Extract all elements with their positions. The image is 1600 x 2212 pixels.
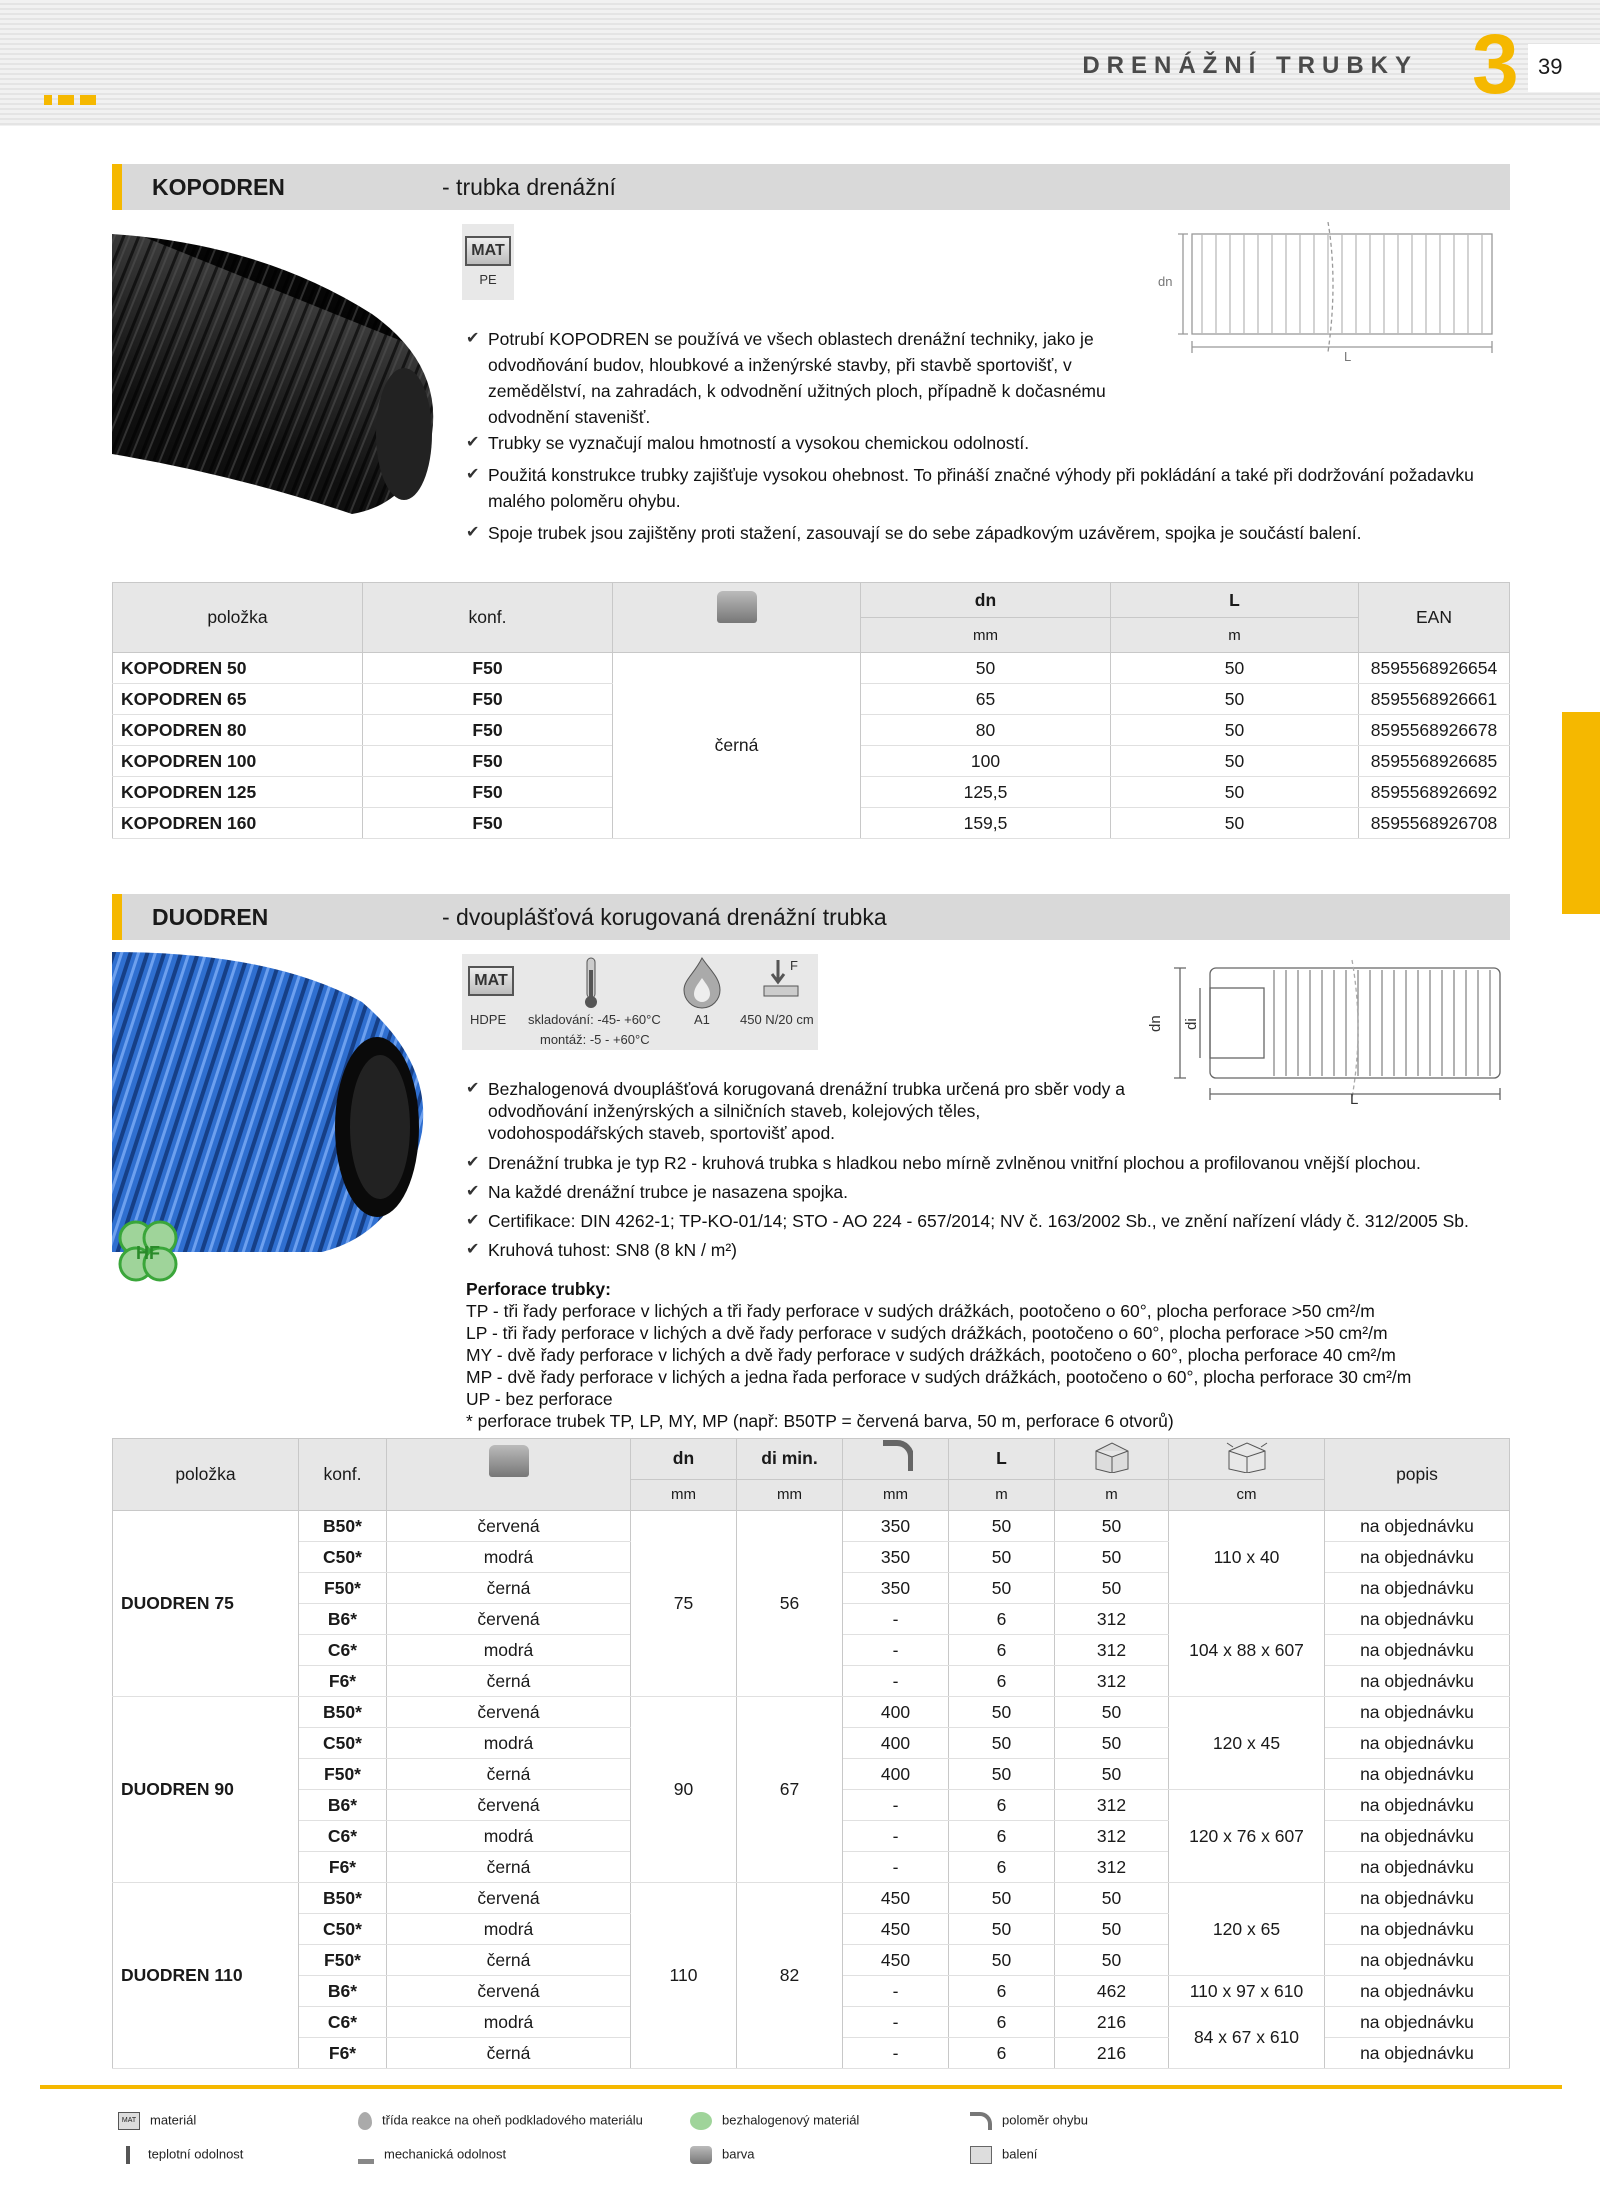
- row-color: červená: [387, 1604, 631, 1635]
- kopodren-mat-icon-box: [462, 224, 514, 300]
- table-row: [113, 1697, 1510, 1728]
- row-dn: 50: [861, 653, 1111, 684]
- perforation-block: [466, 1278, 1411, 1432]
- row-l: 50: [949, 1511, 1055, 1542]
- row-color: černá: [387, 1573, 631, 1604]
- row-pack: 50: [1055, 1759, 1169, 1790]
- header-decoration: [44, 92, 102, 110]
- row-color: černá: [387, 1852, 631, 1883]
- row-pack: 462: [1055, 1976, 1169, 2007]
- row-radius: -: [843, 1852, 949, 1883]
- row-l: 50: [949, 1728, 1055, 1759]
- duodren-subtitle: - dvouplášťová korugovaná drenážní trubka: [442, 904, 887, 930]
- legend-label: poloměr ohybu: [1002, 2112, 1088, 2128]
- row-pack: 312: [1055, 1635, 1169, 1666]
- row-color: černá: [387, 1945, 631, 1976]
- footer-line: [40, 2085, 1562, 2089]
- duodren-dim-l: L: [1350, 1091, 1359, 1108]
- perforation-line: MP - dvě řady perforace v lichých a jedna řada perforace v sudých drážkách, pootočeno o 60°, plocha perforace 30 cm²/m: [466, 1367, 1412, 1387]
- hf-label: HF: [136, 1243, 160, 1263]
- row-color: modrá: [387, 1635, 631, 1666]
- row-dn: 75: [631, 1511, 737, 1697]
- col-ean: EAN: [1359, 583, 1510, 653]
- row-l: 50: [949, 1697, 1055, 1728]
- col-dn: dn: [861, 583, 1111, 618]
- color-icon: [690, 2146, 712, 2164]
- row-l: 50: [949, 1759, 1055, 1790]
- row-ean: 8595568926661: [1359, 684, 1510, 715]
- duodren-bullet-2: ✔ Drenážní trubka je typ R2 - kruhová trubka s hladkou nebo mírně zvlněnou vnitřní plochou a profilovanou vnější plochou.: [466, 1150, 1526, 1176]
- row-box: 110 x 40: [1169, 1511, 1325, 1604]
- row-l: 50: [949, 1542, 1055, 1573]
- row-box: 120 x 65: [1169, 1883, 1325, 1976]
- force-icon: [758, 956, 804, 1006]
- row-radius: -: [843, 1635, 949, 1666]
- duodren-title: DUODREN: [152, 904, 269, 930]
- row-radius: -: [843, 1821, 949, 1852]
- row-popis: na objednávku: [1325, 1542, 1510, 1573]
- row-color: černá: [387, 1759, 631, 1790]
- kopodren-section-bar: [112, 164, 1510, 210]
- duodren-pipe-image: [112, 952, 432, 1252]
- row-conf: F6*: [299, 2038, 387, 2069]
- row-ean: 8595568926654: [1359, 653, 1510, 684]
- row-popis: na objednávku: [1325, 2038, 1510, 2069]
- perforation-line: LP - tři řady perforace v lichých a dvě řady perforace v sudých drážkách, pootočeno o 60°, plocha perforace >50 cm²/m: [466, 1323, 1388, 1343]
- row-popis: na objednávku: [1325, 1728, 1510, 1759]
- row-conf: F50*: [299, 1945, 387, 1976]
- legend-label: bezhalogenový materiál: [722, 2112, 860, 2128]
- row-item: KOPODREN 80: [113, 715, 363, 746]
- legend-label: barva: [722, 2146, 755, 2162]
- unit-di: mm: [737, 1479, 843, 1510]
- duodren-bullets: [466, 1078, 1526, 1263]
- row-dn: 65: [861, 684, 1111, 715]
- row-conf: B50*: [299, 1511, 387, 1542]
- row-item: DUODREN 75: [113, 1511, 299, 1697]
- kopodren-title: KOPODREN: [152, 174, 285, 200]
- row-l: 6: [949, 1976, 1055, 2007]
- row-box: 120 x 76 x 607: [1169, 1790, 1325, 1883]
- row-radius: 350: [843, 1573, 949, 1604]
- legend-label: mechanická odolnost: [384, 2146, 507, 2162]
- kopodren-mat-value: PE: [479, 272, 497, 287]
- row-ean: 8595568926692: [1359, 777, 1510, 808]
- row-conf: C6*: [299, 1821, 387, 1852]
- duodren-bullet-3: ✔ Na každé drenážní trubce je nasazena spojka.: [466, 1179, 1526, 1205]
- row-di: 82: [737, 1883, 843, 2069]
- row-radius: 450: [843, 1883, 949, 1914]
- kopodren-pipe-image: [112, 224, 452, 524]
- row-ean: 8595568926678: [1359, 715, 1510, 746]
- legend-item-material: [118, 2112, 196, 2130]
- row-item: KOPODREN 65: [113, 684, 363, 715]
- row-popis: na objednávku: [1325, 1697, 1510, 1728]
- perforation-line: UP - bez perforace: [466, 1389, 613, 1409]
- legend-item-radius: [970, 2112, 1088, 2130]
- duodren-section-bar: [112, 894, 1510, 940]
- chapter-title: DRENÁŽNÍ TRUBKY: [1082, 52, 1418, 79]
- row-pack: 312: [1055, 1604, 1169, 1635]
- legend: [0, 2112, 1600, 2172]
- duodren-temp-storage: skladování: -45- +60°C: [528, 1012, 661, 1027]
- row-box: 84 x 67 x 610: [1169, 2007, 1325, 2069]
- duodren-dim-dn: dn: [1147, 1015, 1164, 1032]
- duodren-table-body: [113, 1511, 1510, 2069]
- row-color: modrá: [387, 1728, 631, 1759]
- row-pack: 216: [1055, 2038, 1169, 2069]
- row-l: 50: [1111, 777, 1359, 808]
- package-icon: [1092, 1439, 1132, 1473]
- row-item: DUODREN 110: [113, 1883, 299, 2069]
- box-icon: [1225, 1439, 1269, 1473]
- row-color: modrá: [387, 1542, 631, 1573]
- row-l: 50: [949, 1883, 1055, 1914]
- row-popis: na objednávku: [1325, 1945, 1510, 1976]
- hf-halogen-free-icon: [690, 2112, 712, 2130]
- col-l: L: [1111, 583, 1359, 618]
- row-l: 6: [949, 1790, 1055, 1821]
- row-dn: 100: [861, 746, 1111, 777]
- row-radius: 400: [843, 1697, 949, 1728]
- row-popis: na objednávku: [1325, 1976, 1510, 2007]
- row-pack: 50: [1055, 1511, 1169, 1542]
- row-pack: 50: [1055, 1697, 1169, 1728]
- row-popis: na objednávku: [1325, 1759, 1510, 1790]
- row-item: KOPODREN 100: [113, 746, 363, 777]
- row-popis: na objednávku: [1325, 1883, 1510, 1914]
- row-conf: F50: [363, 808, 613, 839]
- kopodren-bullet-4: ✔ Spoje trubek jsou zajištěny proti stažení, zasouvají se do sebe západkovým uzávěrem, spojka je součástí balení.: [466, 520, 1516, 546]
- duodren-fire-class: A1: [694, 1012, 710, 1027]
- row-color: červená: [387, 1976, 631, 2007]
- legend-label: teplotní odolnost: [148, 2146, 244, 2162]
- col-box: [1169, 1439, 1325, 1480]
- row-popis: na objednávku: [1325, 1573, 1510, 1604]
- col-color: [613, 583, 861, 653]
- unit-dn: mm: [861, 618, 1111, 653]
- row-pack: 312: [1055, 1666, 1169, 1697]
- row-popis: na objednávku: [1325, 1821, 1510, 1852]
- force-f-label: F: [790, 958, 798, 973]
- row-conf: B6*: [299, 1604, 387, 1635]
- row-popis: na objednávku: [1325, 1914, 1510, 1945]
- row-dn: 159,5: [861, 808, 1111, 839]
- row-color: černá: [613, 653, 861, 839]
- col-popis: popis: [1325, 1439, 1510, 1511]
- mat-icon: MAT: [118, 2112, 140, 2130]
- col-color: [387, 1439, 631, 1511]
- row-popis: na objednávku: [1325, 2007, 1510, 2038]
- row-radius: -: [843, 1604, 949, 1635]
- row-pack: 50: [1055, 1728, 1169, 1759]
- row-pack: 312: [1055, 1852, 1169, 1883]
- package-icon: [970, 2146, 992, 2164]
- row-radius: -: [843, 1666, 949, 1697]
- row-di: 67: [737, 1697, 843, 1883]
- unit-l: m: [1111, 618, 1359, 653]
- row-color: modrá: [387, 1821, 631, 1852]
- row-box: 110 x 97 x 610: [1169, 1976, 1325, 2007]
- row-dn: 80: [861, 715, 1111, 746]
- legend-item-temp: [118, 2146, 243, 2164]
- row-radius: -: [843, 2007, 949, 2038]
- row-l: 6: [949, 1604, 1055, 1635]
- kopodren-bullet-1: ✔ Potrubí KOPODREN se používá ve všech oblastech drenážní techniky, jako je odvodňování budov, hloubkové a inženýrské stavby, při stavbě sportovišť, v zemědělství, na zahradách, k odvodnění užitných ploch, případně k dočasnému odvodnění stavenišť.: [466, 326, 1126, 430]
- table-row: [113, 1883, 1510, 1914]
- row-pack: 216: [1055, 2007, 1169, 2038]
- row-conf: F6*: [299, 1852, 387, 1883]
- row-conf: F50: [363, 684, 613, 715]
- row-l: 50: [1111, 715, 1359, 746]
- color-icon: [489, 1445, 529, 1477]
- perforation-line: * perforace trubek TP, LP, MY, MP (např: B50TP = červená barva, 50 m, perforace 6 otvorů): [466, 1411, 1174, 1431]
- row-color: červená: [387, 1697, 631, 1728]
- row-l: 50: [1111, 684, 1359, 715]
- legend-label: třída reakce na oheň podkladového materiálu: [382, 2112, 643, 2128]
- perforation-line: MY - dvě řady perforace v lichých a dvě řady perforace v sudých drážkách, pootočeno o 60°, plocha perforace 40 cm²/m: [466, 1345, 1396, 1365]
- legend-label: materiál: [150, 2112, 197, 2128]
- row-pack: 50: [1055, 1573, 1169, 1604]
- row-conf: B6*: [299, 1976, 387, 2007]
- row-dn: 125,5: [861, 777, 1111, 808]
- row-radius: 450: [843, 1945, 949, 1976]
- row-radius: 400: [843, 1728, 949, 1759]
- row-conf: F50*: [299, 1759, 387, 1790]
- unit-radius: mm: [843, 1479, 949, 1510]
- row-pack: 50: [1055, 1945, 1169, 1976]
- row-pack: 50: [1055, 1883, 1169, 1914]
- row-item: KOPODREN 160: [113, 808, 363, 839]
- table-row: [113, 653, 1510, 684]
- row-popis: na objednávku: [1325, 1635, 1510, 1666]
- row-l: 50: [1111, 808, 1359, 839]
- row-color: modrá: [387, 1914, 631, 1945]
- row-l: 6: [949, 2007, 1055, 2038]
- page-header: [0, 0, 1600, 126]
- row-l: 50: [949, 1945, 1055, 1976]
- row-color: červená: [387, 1511, 631, 1542]
- thermometer-icon: [580, 956, 602, 1010]
- row-l: 50: [949, 1573, 1055, 1604]
- row-color: černá: [387, 2038, 631, 2069]
- row-dn: 110: [631, 1883, 737, 2069]
- table-row: [113, 1511, 1510, 1542]
- force-icon: [358, 2146, 374, 2164]
- row-popis: na objednávku: [1325, 1666, 1510, 1697]
- duodren-table: [112, 1438, 1510, 2069]
- row-conf: F50*: [299, 1573, 387, 1604]
- row-item: KOPODREN 125: [113, 777, 363, 808]
- kopodren-bullet-2: ✔ Trubky se vyznačují malou hmotností a vysokou chemickou odolností.: [466, 430, 1516, 456]
- row-conf: F50: [363, 715, 613, 746]
- unit-l: m: [949, 1479, 1055, 1510]
- legend-item-fire: [358, 2112, 643, 2130]
- kopodren-bullets: [466, 326, 1516, 546]
- perforation-line: TP - tři řady perforace v lichých a tři řady perforace v sudých drážkách, pootočeno o 60°, plocha perforace >50 cm²/m: [466, 1301, 1375, 1321]
- row-popis: na objednávku: [1325, 1604, 1510, 1635]
- row-color: modrá: [387, 2007, 631, 2038]
- row-conf: F50: [363, 777, 613, 808]
- fire-icon: [680, 956, 724, 1010]
- thermometer-icon: [126, 2146, 130, 2164]
- legend-item-halogen: [690, 2112, 859, 2130]
- kopodren-bullet-3: ✔ Použitá konstrukce trubky zajišťuje vysokou ohebnost. To přináší značné výhody při pokládání a také při dodržování požadavku malého poloměru ohybu.: [466, 462, 1516, 514]
- kopodren-subtitle: - trubka drenážní: [442, 174, 616, 200]
- row-ean: 8595568926708: [1359, 808, 1510, 839]
- row-conf: F6*: [299, 1666, 387, 1697]
- row-popis: na objednávku: [1325, 1852, 1510, 1883]
- bend-radius-icon: [879, 1439, 913, 1473]
- row-l: 50: [1111, 746, 1359, 777]
- kopodren-dim-l: L: [1344, 349, 1352, 362]
- duodren-icon-box: [462, 954, 818, 1050]
- page-number: 39: [1528, 44, 1600, 92]
- col-item: položka: [113, 1439, 299, 1511]
- row-conf: C6*: [299, 2007, 387, 2038]
- hf-halogen-free-icon: [112, 1218, 184, 1288]
- duodren-bullet-4: ✔ Certifikace: DIN 4262-1; TP-KO-01/14; STO - AO 224 - 657/2014; NV č. 163/2002 Sb., ve znění nařízení vlády č. 312/2005 Sb.: [466, 1208, 1526, 1234]
- col-radius: [843, 1439, 949, 1480]
- row-di: 56: [737, 1511, 843, 1697]
- legend-label: balení: [1002, 2146, 1038, 2162]
- row-l: 50: [1111, 653, 1359, 684]
- row-radius: -: [843, 2038, 949, 2069]
- unit-pack: m: [1055, 1479, 1169, 1510]
- col-conf: konf.: [363, 583, 613, 653]
- row-conf: C6*: [299, 1635, 387, 1666]
- row-pack: 50: [1055, 1914, 1169, 1945]
- row-item: KOPODREN 50: [113, 653, 363, 684]
- row-radius: -: [843, 1976, 949, 2007]
- row-conf: C50*: [299, 1542, 387, 1573]
- row-l: 6: [949, 1852, 1055, 1883]
- col-l: L: [949, 1439, 1055, 1480]
- chapter-number: 3: [1472, 17, 1519, 111]
- fire-icon: [358, 2112, 372, 2130]
- row-box: 104 x 88 x 607: [1169, 1604, 1325, 1697]
- kopodren-dim-dn: dn: [1158, 274, 1173, 289]
- row-conf: F50: [363, 746, 613, 777]
- legend-item-color: [690, 2146, 755, 2164]
- unit-dn: mm: [631, 1479, 737, 1510]
- duodren-force: 450 N/20 cm: [740, 1012, 814, 1027]
- row-color: červená: [387, 1790, 631, 1821]
- row-l: 6: [949, 1666, 1055, 1697]
- row-color: černá: [387, 1666, 631, 1697]
- row-conf: B50*: [299, 1697, 387, 1728]
- row-popis: na objednávku: [1325, 1511, 1510, 1542]
- col-item: položka: [113, 583, 363, 653]
- mat-icon: MAT: [465, 236, 511, 266]
- perforation-title: Perforace trubky:: [466, 1279, 611, 1299]
- duodren-dim-di: di: [1183, 1018, 1200, 1030]
- unit-box: cm: [1169, 1479, 1325, 1510]
- row-conf: F50: [363, 653, 613, 684]
- mat-icon: MAT: [468, 966, 514, 996]
- row-radius: 350: [843, 1511, 949, 1542]
- row-pack: 312: [1055, 1821, 1169, 1852]
- row-radius: 450: [843, 1914, 949, 1945]
- legend-item-pack: [970, 2146, 1037, 2164]
- col-dn: dn: [631, 1439, 737, 1480]
- row-conf: B50*: [299, 1883, 387, 1914]
- row-item: DUODREN 90: [113, 1697, 299, 1883]
- row-box: 120 x 45: [1169, 1697, 1325, 1790]
- row-pack: 312: [1055, 1790, 1169, 1821]
- chapter-side-tab: [1562, 712, 1600, 914]
- row-pack: 50: [1055, 1542, 1169, 1573]
- row-ean: 8595568926685: [1359, 746, 1510, 777]
- color-icon: [717, 591, 757, 623]
- kopodren-table: [112, 582, 1510, 839]
- row-dn: 90: [631, 1697, 737, 1883]
- row-l: 6: [949, 1821, 1055, 1852]
- col-pack: [1055, 1439, 1169, 1480]
- legend-item-mech: [358, 2146, 506, 2164]
- row-color: červená: [387, 1883, 631, 1914]
- col-conf: konf.: [299, 1439, 387, 1511]
- row-conf: C50*: [299, 1728, 387, 1759]
- row-radius: 350: [843, 1542, 949, 1573]
- duodren-bullet-1: ✔ Bezhalogenová dvouplášťová korugovaná drenážní trubka určená pro sběr vody a odvodňování inženýrských a silničních staveb, kolejových těles, vodohospodářských staveb, sportovišť apod.: [466, 1078, 1136, 1144]
- row-conf: B6*: [299, 1790, 387, 1821]
- col-di: di min.: [737, 1439, 843, 1480]
- row-l: 50: [949, 1914, 1055, 1945]
- row-popis: na objednávku: [1325, 1790, 1510, 1821]
- duodren-mat-value: HDPE: [470, 1012, 507, 1027]
- duodren-temp-mount: montáž: -5 - +60°C: [540, 1032, 650, 1047]
- row-l: 6: [949, 1635, 1055, 1666]
- row-radius: -: [843, 1790, 949, 1821]
- row-l: 6: [949, 2038, 1055, 2069]
- row-conf: C50*: [299, 1914, 387, 1945]
- bend-radius-icon: [970, 2112, 992, 2130]
- duodren-bullet-5: ✔ Kruhová tuhost: SN8 (8 kN / m²): [466, 1237, 1526, 1263]
- row-radius: 400: [843, 1759, 949, 1790]
